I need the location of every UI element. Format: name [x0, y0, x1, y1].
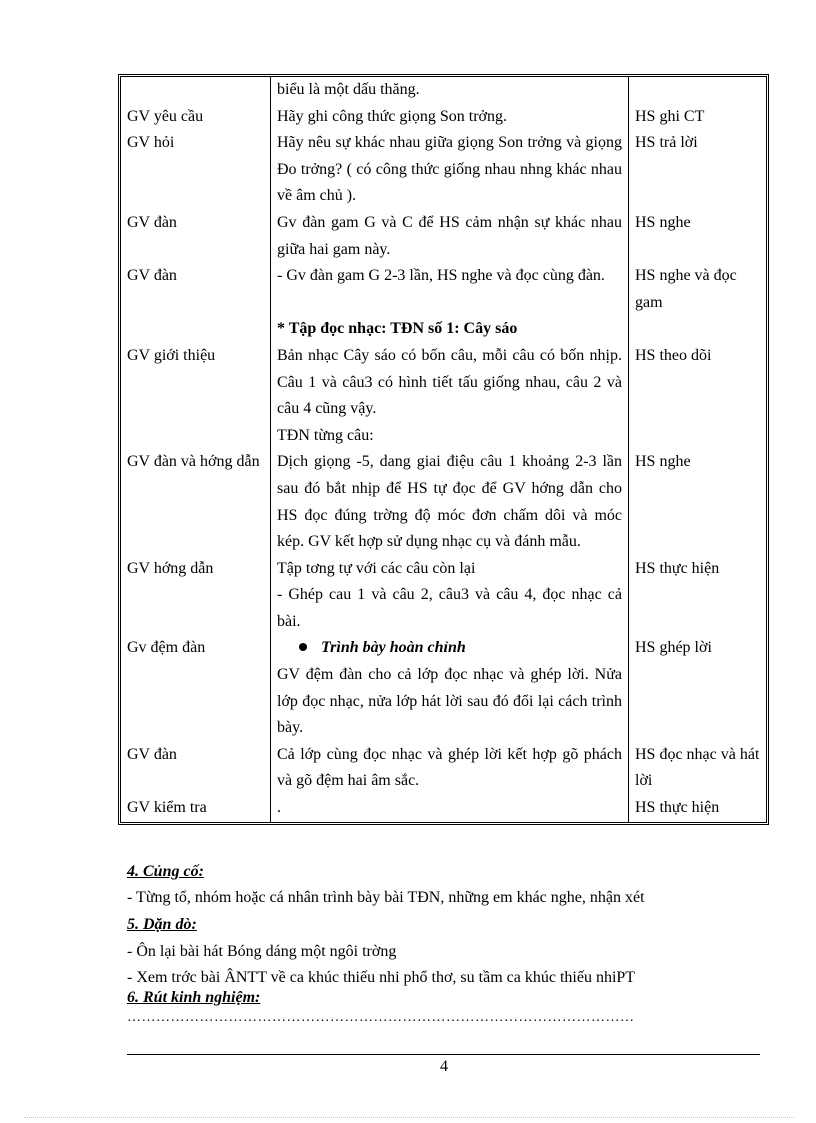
- teacher-cell: GV hỏi: [121, 130, 271, 210]
- student-cell: [629, 423, 767, 450]
- teacher-cell: [121, 423, 271, 450]
- teacher-cell: GV đàn: [121, 210, 271, 263]
- heading-text: 4. Củng cố:: [127, 863, 204, 880]
- teacher-cell: GV đàn và hớng dẫn: [121, 449, 271, 555]
- table-body: [121, 77, 767, 823]
- teacher-cell: GV yêu cầu: [121, 104, 271, 131]
- content-cell: Bản nhạc Cây sáo có bốn câu, mỗi câu có bốn nhịp. Câu 1 và câu3 có hình tiết tấu giống nhau, câu 2 và câu 4 cũng vậy.: [271, 343, 629, 423]
- section-4-text: - Từng tổ, nhóm hoặc cá nhân trình bày bài TĐN, những em khác nghe, nhận xét: [127, 889, 645, 906]
- content-cell: Gv đàn gam G và C để HS cảm nhận sự khác nhau giữa hai gam này.: [271, 210, 629, 263]
- section-5-heading: [127, 913, 767, 937]
- teacher-cell: Gv đệm đàn: [121, 635, 271, 741]
- section-6-heading: [127, 986, 767, 1010]
- teacher-cell: GV kiểm tra: [121, 795, 271, 822]
- section-5-line: - Xem trớc bài ÂNTT về ca khúc thiếu nhi phổ thơ, su tầm ca khúc thiếu nhiPT: [127, 969, 636, 986]
- heading-text: 5. Dặn dò:: [127, 916, 197, 933]
- student-cell: [629, 316, 767, 343]
- table-row: [121, 77, 767, 104]
- page-bottom-border: [24, 1117, 794, 1118]
- student-cell: [629, 77, 767, 104]
- table-row: [121, 343, 767, 423]
- teacher-cell: [121, 316, 271, 343]
- content-cell: Hãy ghi công thức giọng Son trởng.: [271, 104, 629, 131]
- dotted-line: ……………………………………………………………………………………………: [127, 1010, 635, 1025]
- student-cell: HS đọc nhạc và hát lời: [629, 742, 767, 795]
- table-row: [121, 130, 767, 210]
- student-cell: HS nghe: [629, 210, 767, 263]
- table-row: [121, 635, 767, 741]
- bullet-icon: [299, 643, 307, 651]
- teacher-cell: GV giới thiệu: [121, 343, 271, 423]
- lesson-activity-table: [120, 76, 767, 823]
- content-line: Tập tơng tự với các câu còn lại: [277, 559, 476, 577]
- content-line: GV đệm đàn cho cả lớp đọc nhạc và ghép lời. Nửa lớp đọc nhạc, nửa lớp hát lời sau đó đổi lại cách trình bày.: [277, 666, 622, 737]
- content-cell: TĐN từng câu:: [271, 423, 629, 450]
- content-cell: Hãy nêu sự khác nhau giữa giọng Son trởng và giọng Đo trởng? ( có công thức giống nhau nhng khác nhau về âm chủ ).: [271, 130, 629, 210]
- table-row: [121, 316, 767, 343]
- page-number: 4: [440, 1058, 448, 1075]
- section-title-cell: * Tập đọc nhạc: TĐN số 1: Cây sáo: [271, 316, 629, 343]
- content-cell: .: [271, 795, 629, 822]
- student-cell: HS thực hiện: [629, 556, 767, 636]
- student-cell: HS ghép lời: [629, 635, 767, 741]
- footer-rule: [127, 1054, 760, 1055]
- section-4-heading: [127, 860, 767, 884]
- bullet-text: Trình bày hoàn chỉnh: [321, 639, 466, 657]
- content-cell: Dịch giọng -5, dang giai điệu câu 1 khoảng 2-3 lần sau đó bắt nhịp để HS tự đọc để GV hớng dẫn cho HS đọc đúng trờng độ móc đơn chấm dôi và móc kép. GV kết hợp sử dụng nhạc cụ và đánh mẫu.: [271, 449, 629, 555]
- content-cell: biểu là một dấu thăng.: [271, 77, 629, 104]
- content-cell: [271, 556, 629, 636]
- teacher-cell: [121, 77, 271, 104]
- table-row: [121, 423, 767, 450]
- table-row: [121, 210, 767, 263]
- content-cell: [271, 635, 629, 741]
- content-line: - Ghép cau 1 và câu 2, câu3 và câu 4, đọc nhạc cả bài.: [277, 586, 622, 630]
- student-cell: HS thực hiện: [629, 795, 767, 822]
- teacher-cell: GV hớng dẫn: [121, 556, 271, 636]
- student-cell: HS trả lời: [629, 130, 767, 210]
- table-row: [121, 742, 767, 795]
- table-row: [121, 104, 767, 131]
- content-cell: Cả lớp cùng đọc nhạc và ghép lời kết hợp gõ phách và gõ đệm hai âm sắc.: [271, 742, 629, 795]
- student-cell: HS nghe: [629, 449, 767, 555]
- table-row: [121, 795, 767, 822]
- bullet-item: [277, 635, 622, 662]
- table-row: [121, 556, 767, 636]
- content-cell: - Gv đàn gam G 2-3 lần, HS nghe và đọc cùng đàn.: [271, 263, 629, 316]
- student-cell: HS theo dõi: [629, 343, 767, 423]
- heading-text: 6. Rút kinh nghiệm:: [127, 989, 261, 1006]
- table-row: [121, 449, 767, 555]
- student-cell: HS ghi CT: [629, 104, 767, 131]
- teacher-cell: GV đàn: [121, 742, 271, 795]
- table-row: [121, 263, 767, 316]
- teacher-cell: GV đàn: [121, 263, 271, 316]
- section-5-line: - Ôn lại bài hát Bóng dáng một ngôi trờng: [127, 943, 397, 960]
- student-cell: HS nghe và đọc gam: [629, 263, 767, 316]
